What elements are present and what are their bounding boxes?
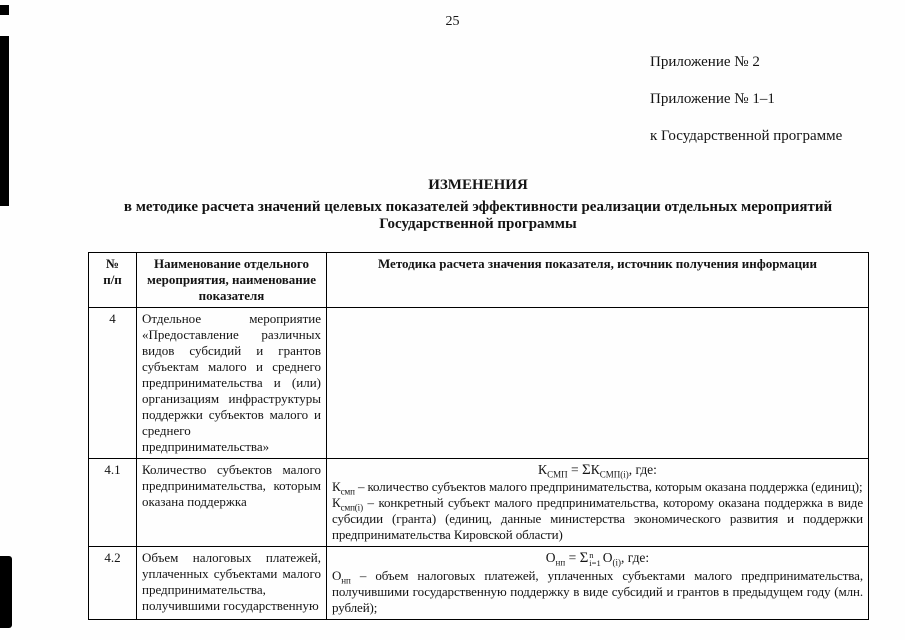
row-4-1-method (327, 459, 869, 547)
table-row (89, 459, 869, 547)
formula-lhs-sub: СМП (547, 469, 568, 480)
sum-lower-limit: i=1 (589, 557, 601, 568)
row-4-1-name: Количество субъектов малого предпринимательства, которым оказана поддержка (137, 459, 327, 547)
row-4-2-method (327, 547, 869, 620)
term-definition (332, 495, 863, 543)
term-sub: смп (340, 486, 355, 497)
row-4-method-empty (327, 308, 869, 459)
term-sub: нп (341, 575, 351, 586)
formula-lhs-base: К (538, 462, 548, 477)
term-text: – конкретный субъект малого предпринимательства, которому оказана поддержка в виде субсидии (гранта) (единиц, данные министерства экономического развития и поддержки предпринимательства Кировской области) (332, 495, 863, 542)
formula-onp (332, 550, 863, 567)
sum-upper-limit: n (589, 549, 594, 560)
term-base: К (332, 495, 341, 510)
sum-limits (589, 551, 600, 567)
header-num-line1: № (105, 256, 120, 271)
formula-lhs-sub: нп (555, 557, 566, 568)
document-title: ИЗМЕНЕНИЯ (428, 177, 528, 193)
row-4-number: 4 (89, 308, 137, 459)
formula-equals: = (565, 550, 580, 565)
formula-tail: , где: (620, 550, 650, 565)
formula-tail: , где: (628, 462, 657, 477)
formula-rhs-base: К (590, 462, 600, 477)
table-row (89, 308, 869, 459)
table-header-row (89, 253, 869, 308)
row-4-1-number: 4.1 (89, 459, 137, 547)
formula-equals: = (567, 462, 582, 477)
formula-lhs-base: О (545, 550, 556, 565)
term-text: – объем налоговых платежей, уплаченных субъектами малого предпринимательства, получившими государственную поддержку в виде субсидий и грантов в предыдущем году (млн. рублей); (332, 567, 863, 615)
annex-line-3: к Государственной программе (650, 128, 843, 144)
formula-ksmp (332, 462, 863, 478)
term-base: К (332, 479, 341, 494)
annex-line-1: Приложение № 2 (650, 54, 760, 70)
formula-rhs-base: О (602, 550, 613, 565)
table-row (89, 547, 869, 620)
annex-line-2: Приложение № 1–1 (650, 91, 775, 107)
sigma-symbol: Σ (579, 550, 589, 566)
sigma-symbol: Σ (581, 462, 591, 478)
term-sub: смп(i) (340, 502, 363, 513)
formula-rhs-sub: (i) (612, 557, 621, 568)
row-4-name: Отдельное мероприятие «Предоставление различных видов субсидий и грантов субъектам малого и среднего предпринимательства и (или) организациям инфраструктуры поддержки субъектов малого и среднего предпринимательства» (137, 308, 327, 459)
document-title-block (73, 177, 883, 233)
document-subtitle-line-1: в методике расчета значений целевых показателей эффективности реализации отдельных мероприятий (123, 199, 833, 215)
annex-block (650, 54, 842, 165)
scan-artifact-middle (0, 36, 9, 206)
term-definition (332, 568, 863, 616)
term-base: О (332, 567, 342, 583)
row-4-2-name: Объем налоговых платежей, уплаченных субъектами малого предпринимательства, получившими государственную (137, 547, 327, 620)
term-text: – количество субъектов малого предпринимательства, которым оказана поддержка (единиц); (354, 479, 863, 494)
formula-rhs-sub: СМП(i) (599, 469, 629, 480)
document-subtitle-line-2: Государственной программы (379, 216, 577, 232)
page-number: 25 (445, 14, 460, 29)
header-cell-name: Наименование отдельного мероприятия, наименование показателя (137, 253, 327, 308)
row-4-2-number: 4.2 (89, 547, 137, 620)
header-num-line2: п/п (103, 272, 122, 287)
header-cell-num (89, 253, 137, 308)
changes-table (88, 252, 869, 620)
term-definition (332, 479, 863, 495)
header-cell-method: Методика расчета значения показателя, источник получения информации (327, 253, 869, 308)
scan-artifact-bottom (0, 556, 12, 628)
